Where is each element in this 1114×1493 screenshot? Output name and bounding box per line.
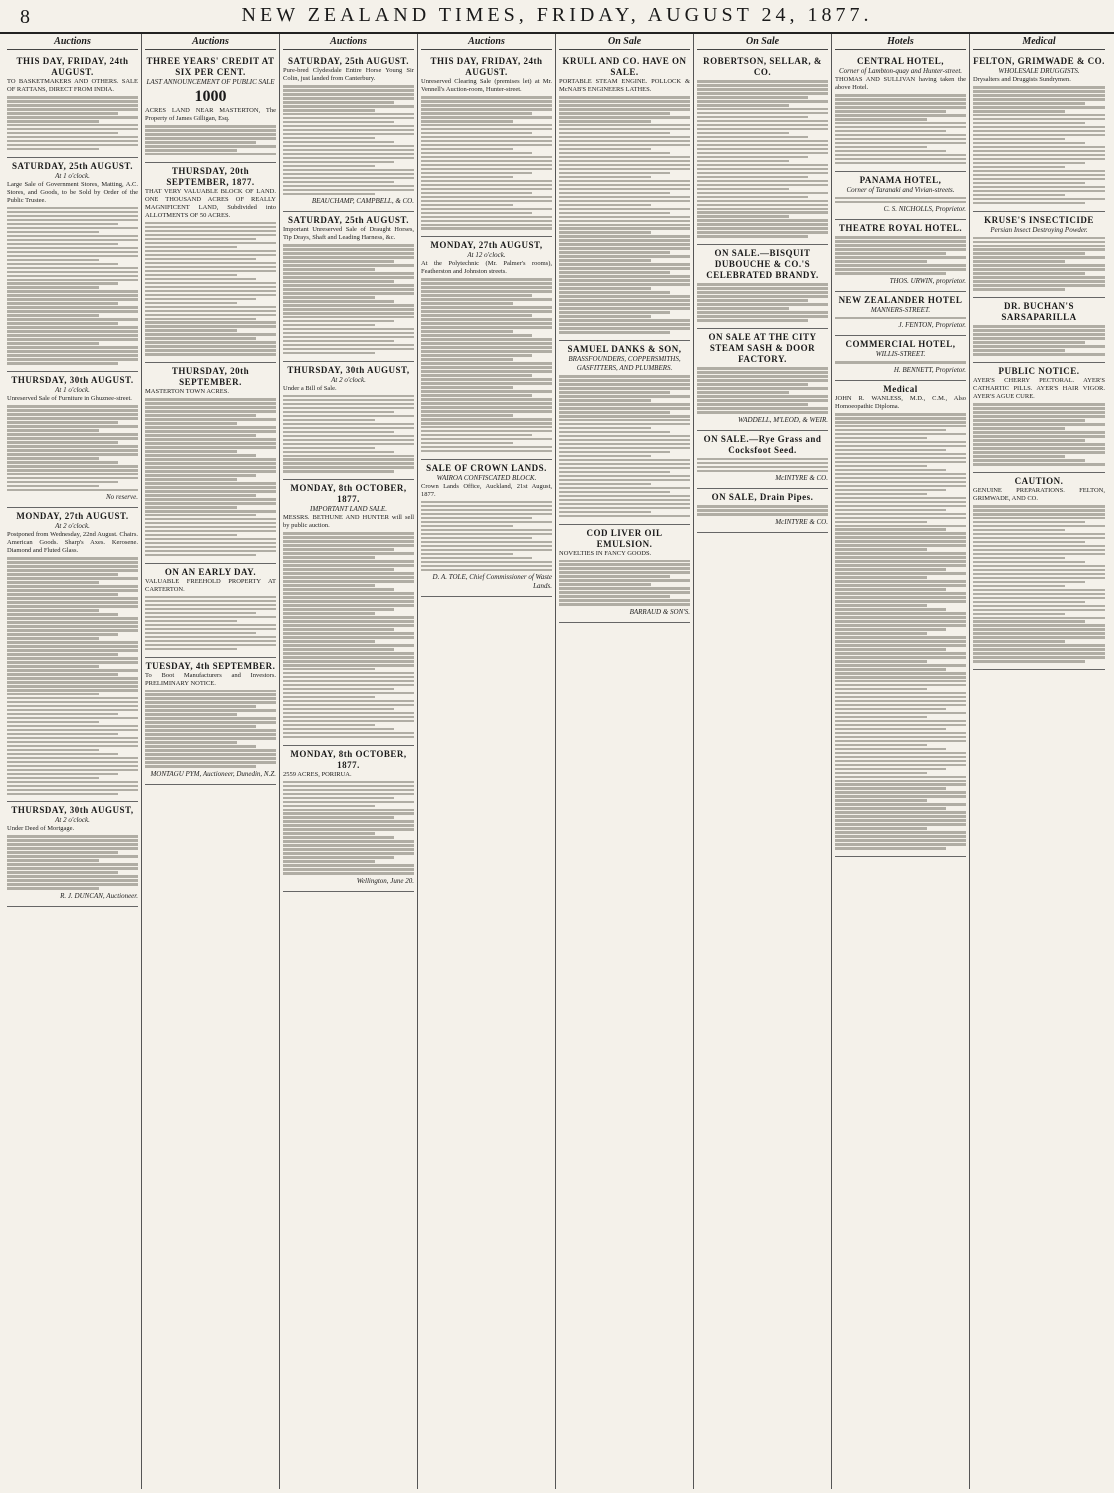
illegible-text-block xyxy=(835,413,966,850)
illegible-text-block xyxy=(421,96,552,230)
advertisement xyxy=(835,172,966,221)
advertisement xyxy=(145,658,276,785)
advertisement xyxy=(421,460,552,597)
ad-body: AYER'S CHERRY PECTORAL. AYER'S CATHARTIC PILLS. AYER'S HAIR VIGOR. AYER'S AGUE CURE. xyxy=(973,377,1105,401)
column xyxy=(970,34,1108,1489)
masthead xyxy=(0,0,1114,34)
ad-title: MONDAY, 8th OCTOBER, 1877. xyxy=(290,483,407,505)
ad-title: PANAMA HOTEL, xyxy=(859,174,942,185)
ad-body: Postponed from Wednesday, 22nd August. Chairs. American Goods. Sharp's Axes. Kerosene. Diamond and Fluted Glass. xyxy=(7,531,138,555)
page-number: 8 xyxy=(20,6,30,28)
illegible-text-block xyxy=(559,560,690,606)
illegible-text-block xyxy=(7,557,138,795)
ad-body: Under a Bill of Sale. xyxy=(283,384,337,392)
ad-body: Important Unreserved Sale of Draught Horses, Tip Drays, Shaft and Leading Harness, &c. xyxy=(283,226,414,242)
illegible-text-block xyxy=(973,403,1105,465)
ad-body: Unreserved Sale of Furniture in Ghuznee-street. xyxy=(7,395,132,403)
ad-body: NOVELTIES IN FANCY GOODS. xyxy=(559,549,652,557)
advertisement xyxy=(421,237,552,459)
illegible-text-block xyxy=(835,236,966,274)
illegible-text-block xyxy=(973,505,1105,663)
columns xyxy=(4,34,1110,1489)
ad-subtitle: At 2 o'clock. xyxy=(55,522,90,531)
advertisement xyxy=(835,336,966,381)
column-heading: Auctions xyxy=(7,34,138,50)
ad-signature: C. S. NICHOLLS, Proprietor. xyxy=(883,205,966,214)
advertisement xyxy=(835,292,966,337)
ad-title: THURSDAY, 30th AUGUST. xyxy=(11,375,134,386)
advertisement xyxy=(145,564,276,658)
illegible-text-block xyxy=(7,207,138,365)
illegible-text-block xyxy=(283,85,414,195)
ad-body: Pure-bred Clydesdale Entire Horse Young Sir Colin, just landed from Canterbury. xyxy=(283,67,414,82)
ad-subtitle: MANNERS-STREET. xyxy=(870,305,931,314)
ad-title: PUBLIC NOTICE. xyxy=(998,366,1080,377)
illegible-text-block xyxy=(421,278,552,452)
illegible-text-block xyxy=(7,405,138,491)
ad-body: MESSRS. BETHUNE AND HUNTER will sell by public auction. xyxy=(283,514,414,530)
newspaper-title: NEW ZEALAND TIMES, FRIDAY, AUGUST 24, 1877. xyxy=(241,4,873,26)
advertisement xyxy=(559,525,690,623)
ad-title: THURSDAY, 30th AUGUST, xyxy=(287,364,410,375)
advertisement xyxy=(7,53,138,158)
ad-title: SAMUEL DANKS & SON, xyxy=(567,344,682,355)
ad-body: To Boot Manufacturers and Investors. PRELIMINARY NOTICE. xyxy=(145,671,276,687)
ad-signature: McINTYRE & CO. xyxy=(775,474,828,483)
ad-title: ON SALE.—BISQUIT DUBOUCHE & CO.'S CELEBRATED BRANDY. xyxy=(706,248,819,281)
ad-subtitle: At 2 o'clock. xyxy=(331,375,366,384)
column xyxy=(142,34,280,1489)
illegible-text-block xyxy=(283,781,414,875)
ad-title: FELTON, GRIMWADE & CO. xyxy=(973,56,1105,66)
illegible-text-block xyxy=(973,86,1105,204)
advertisement xyxy=(7,508,138,802)
illegible-text-block xyxy=(7,96,138,150)
ad-subtitle: At 1 o'clock. xyxy=(55,171,90,180)
ad-title: SATURDAY, 25th AUGUST. xyxy=(11,160,134,171)
ad-title: ROBERTSON, SELLAR, & CO. xyxy=(703,56,822,77)
advertisement xyxy=(7,802,138,906)
ad-subtitle: BRASSFOUNDERS, COPPERSMITHS, GASFITTERS, AND PLUMBERS. xyxy=(568,355,681,373)
illegible-text-block xyxy=(145,125,276,155)
ad-subtitle: IMPORTANT LAND SALE. xyxy=(310,505,387,514)
ad-body: At the Polytechnic (Mr. Palmer's rooms), Featherston and Johnston streets. xyxy=(421,260,552,276)
ad-signature: R. J. DUNCAN, Auctioneer. xyxy=(60,891,138,900)
illegible-text-block xyxy=(559,96,690,334)
illegible-text-block xyxy=(145,222,276,356)
illegible-text-block xyxy=(835,361,966,364)
ad-title: COMMERCIAL HOTEL, xyxy=(845,339,956,350)
ad-body: THAT VERY VALUABLE BLOCK OF LAND. ONE THOUSAND ACRES OF REALLY MAGNIFICENT LAND, Subdivided into ALLOTMENTS OF 50 ACRES. xyxy=(145,187,276,219)
ad-body: MASTERTON TOWN ACRES. xyxy=(145,388,229,396)
advertisement xyxy=(835,381,966,857)
ad-title: SATURDAY, 25th AUGUST. xyxy=(287,215,410,226)
ad-title: ON SALE, Drain Pipes. xyxy=(711,492,814,503)
ad-title: TUESDAY, 4th SEPTEMBER. xyxy=(145,660,276,671)
advertisement xyxy=(973,298,1105,363)
advertisement xyxy=(559,341,690,524)
illegible-text-block xyxy=(835,94,966,164)
ad-title: THURSDAY, 30th AUGUST, xyxy=(11,805,134,816)
illegible-text-block xyxy=(7,835,138,889)
advertisement xyxy=(973,212,1105,299)
ad-body: VALUABLE FREEHOLD PROPERTY AT CARTERTON. xyxy=(145,577,276,593)
ad-title: THURSDAY, 20th SEPTEMBER, 1877. xyxy=(166,165,255,187)
advertisement xyxy=(145,163,276,363)
advertisement xyxy=(283,362,414,481)
ad-title: ON AN EARLY DAY. xyxy=(164,566,257,577)
advertisement xyxy=(283,746,414,892)
column xyxy=(832,34,970,1489)
ad-title: KRUSE'S INSECTICIDE xyxy=(984,214,1094,225)
advertisement xyxy=(559,53,690,341)
ad-signature: No reserve. xyxy=(105,493,138,502)
ad-subtitle: WHOLESALE DRUGGISTS. xyxy=(998,67,1080,75)
ad-big-number: 1000 xyxy=(194,88,227,105)
column xyxy=(280,34,418,1489)
illegible-text-block xyxy=(973,237,1105,291)
illegible-text-block xyxy=(697,505,828,516)
illegible-text-block xyxy=(697,367,828,413)
ad-title: ON SALE AT THE CITY STEAM SASH & DOOR FACTORY. xyxy=(708,332,817,365)
column xyxy=(694,34,832,1489)
advertisement xyxy=(421,53,552,237)
ad-body: Large Sale of Government Stores, Matting, A.C. Stores, and Goods, to be Sold by Order of the Public Trustee. xyxy=(7,180,138,204)
advertisement xyxy=(283,480,414,745)
ad-title: THREE YEARS' CREDIT AT SIX PER CENT. xyxy=(146,56,275,77)
ad-signature: Wellington, June 20. xyxy=(356,876,414,885)
advertisement xyxy=(7,158,138,372)
ad-signature: H. BENNETT, Proprietor. xyxy=(893,365,966,374)
column xyxy=(4,34,142,1489)
column xyxy=(556,34,694,1489)
ad-signature: BEAUCHAMP, CAMPBELL, & CO. xyxy=(311,197,414,206)
ad-title: Medical xyxy=(883,383,918,394)
ad-subtitle: WAIROA CONFISCATED BLOCK. xyxy=(436,473,537,482)
ad-title: THIS DAY, FRIDAY, 24th AUGUST. xyxy=(430,56,543,77)
illegible-text-block xyxy=(697,458,828,473)
ad-signature: THOS. URWIN, proprietor. xyxy=(889,276,966,285)
ad-title: SALE OF CROWN LANDS. xyxy=(426,462,547,473)
advertisement xyxy=(697,489,828,533)
ad-subtitle: Corner of Taranaki and Vivian-streets. xyxy=(846,185,955,194)
ad-title: MONDAY, 8th OCTOBER, 1877. xyxy=(290,748,407,770)
advertisement xyxy=(145,363,276,563)
ad-title: NEW ZEALANDER HOTEL xyxy=(838,294,963,305)
illegible-text-block xyxy=(559,375,690,517)
advertisement xyxy=(283,212,414,362)
ad-title: THEATRE ROYAL HOTEL. xyxy=(838,223,963,234)
ad-signature: MONTAGU PYM, Auctioneer, Dunedin, N.Z. xyxy=(150,769,276,778)
ad-title: THIS DAY, FRIDAY, 24th AUGUST. xyxy=(16,56,129,77)
ad-body: Under Deed of Mortgage. xyxy=(7,825,75,833)
advertisement xyxy=(697,245,828,329)
ad-body: ACRES LAND NEAR MASTERTON, The Property of James Gilligan, Esq. xyxy=(145,107,276,122)
ad-signature: McINTYRE & CO. xyxy=(775,517,828,526)
ad-subtitle: WILLIS-STREET. xyxy=(875,350,926,359)
illegible-text-block xyxy=(145,690,276,768)
ad-title: CENTRAL HOTEL, xyxy=(856,56,945,66)
ad-body: TO BASKETMAKERS AND OTHERS. SALE OF RATTANS, DIRECT FROM INDIA. xyxy=(7,78,138,93)
advertisement xyxy=(697,329,828,430)
ad-title: THURSDAY, 20th SEPTEMBER. xyxy=(171,366,250,388)
ad-title: COD LIVER OIL EMULSION. xyxy=(586,527,663,549)
illegible-text-block xyxy=(835,317,966,320)
illegible-text-block xyxy=(283,532,414,738)
illegible-text-block xyxy=(283,244,414,354)
ad-subtitle: Corner of Lambton-quay and Hunter-street. xyxy=(838,67,963,75)
column-heading: Hotels xyxy=(835,34,966,50)
ad-body: GENUINE PREPARATIONS. FELTON, GRIMWADE, AND CO. xyxy=(973,486,1105,502)
advertisement xyxy=(973,473,1105,670)
ad-subtitle: At 1 o'clock. xyxy=(55,386,90,395)
column-heading: On Sale xyxy=(697,34,828,50)
ad-signature: WADDELL, M'LEOD, & WEIR. xyxy=(737,415,828,424)
advertisement xyxy=(835,53,966,172)
ad-body: PORTABLE STEAM ENGINE. POLLOCK & McNAB'S ENGINEERS LATHES. xyxy=(559,78,690,93)
ad-title: MONDAY, 27th AUGUST. xyxy=(16,511,129,522)
ad-signature: J. FENTON, Proprietor. xyxy=(898,321,966,330)
ad-subtitle: LAST ANNOUNCEMENT OF PUBLIC SALE xyxy=(146,78,275,86)
illegible-text-block xyxy=(421,501,552,571)
ad-body: Unreserved Clearing Sale (premises let) at Mr. Vennell's Auction-room, Hunter-street. xyxy=(421,78,552,93)
ad-title: MONDAY, 27th AUGUST, xyxy=(430,240,543,251)
ad-subtitle: Persian Insect Destroying Powder. xyxy=(990,225,1088,234)
ad-body: JOHN R. WANLESS, M.D., C.M., Also Homoeopathic Diploma. xyxy=(835,394,966,410)
advertisement xyxy=(973,53,1105,212)
ad-subtitle: At 2 o'clock. xyxy=(55,816,90,825)
ad-signature: D. A. TOLE, Chief Commissioner of Waste Lands. xyxy=(432,573,552,591)
ad-title: ON SALE.—Rye Grass and Cocksfoot Seed. xyxy=(703,433,822,455)
advertisement xyxy=(697,431,828,490)
advertisement xyxy=(973,363,1105,473)
illegible-text-block xyxy=(697,283,828,321)
ad-body: THOMAS AND SULLIVAN having taken the above Hotel. xyxy=(835,76,966,91)
ad-body: Drysalters and Druggists Sundrymen. xyxy=(973,76,1071,83)
column-heading: Auctions xyxy=(145,34,276,50)
column-heading: On Sale xyxy=(559,34,690,50)
advertisement xyxy=(835,220,966,291)
illegible-text-block xyxy=(145,596,276,650)
column-heading: Medical xyxy=(973,34,1105,50)
illegible-text-block xyxy=(835,197,966,204)
column-heading: Auctions xyxy=(283,34,414,50)
ad-title: SATURDAY, 25th AUGUST. xyxy=(287,56,410,66)
ad-subtitle: At 12 o'clock. xyxy=(467,251,506,260)
column xyxy=(418,34,556,1489)
illegible-text-block xyxy=(973,325,1105,355)
illegible-text-block xyxy=(697,80,828,238)
illegible-text-block xyxy=(145,398,276,556)
ad-signature: BARRAUD & SON'S. xyxy=(629,607,690,616)
advertisement xyxy=(697,53,828,245)
advertisement xyxy=(145,53,276,163)
advertisement xyxy=(283,53,414,212)
illegible-text-block xyxy=(283,395,414,473)
ad-body: Crown Lands Office, Auckland, 21st August, 1877. xyxy=(421,482,552,498)
column-heading: Auctions xyxy=(421,34,552,50)
advertisement xyxy=(7,372,138,508)
ad-title: KRULL AND CO. HAVE ON SALE. xyxy=(562,56,687,77)
ad-title: DR. BUCHAN'S SARSAPARILLA xyxy=(1001,301,1077,323)
ad-title: CAUTION. xyxy=(1014,475,1064,486)
ad-body: 2559 ACRES, PORIRUA. xyxy=(283,770,352,778)
